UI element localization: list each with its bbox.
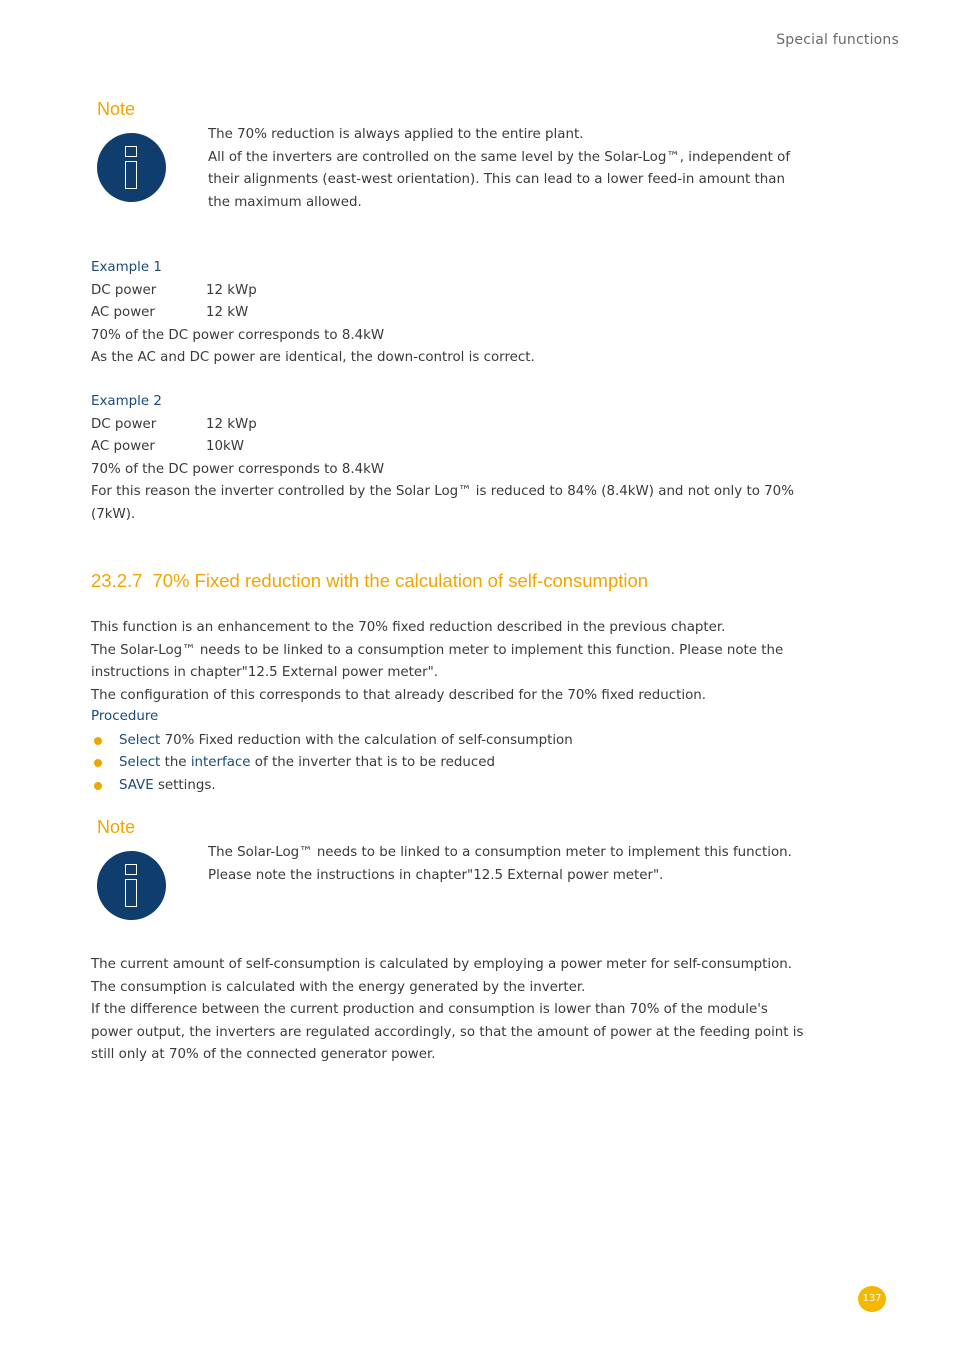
note-title: Note: [97, 817, 136, 837]
note-text: The Solar-Log™ needs to be linked to a consumption meter to implement this function. Please note the instructions in chapter"12.5 External power meter".: [208, 845, 792, 883]
section-heading: 23.2.7 70% Fixed reduction with the calculation of self-consumption: [91, 570, 649, 591]
intro-paragraph: This function is an enhancement to the 70% fixed reduction described in the previous chapter. The Solar-Log™ needs to be linked to a consumption meter to implement this function. Please note the instructions in chapter"12.5 External power meter". The configuration of this corresponds to that already described for the 70% fixed reduction.: [91, 620, 784, 703]
note-title: Note: [97, 99, 136, 119]
note-text: The 70% reduction is always applied to the entire plant. All of the inverters are controlled on the same level by the Solar-Log™, independent of their alignments (east-west orientation). This can lead to a lower feed-in amount than the maximum allowed.: [208, 127, 791, 210]
spec-row: AC power 12 kW: [91, 305, 249, 320]
spec-row: DC power 12 kWp: [91, 282, 257, 298]
procedure-heading: Procedure: [91, 709, 159, 724]
example-2: Example 2 DC power 12 kWp AC power 10kW 70% of the DC power corresponds to 8.4kW For this reason the inverter controlled by the Solar Log™ is reduced to 84% (8.4kW) and not only to 70% (7kW).: [91, 391, 821, 526]
bullet-icon: [94, 782, 102, 790]
running-header: Special functions: [776, 32, 899, 48]
example-1: Example 1 DC power 12 kWp AC power 12 kW 70% of the DC power corresponds to 8.4kW As the AC and DC power are identical, the down-control is correct.: [91, 257, 821, 370]
closing-paragraph: The current amount of self-consumption is calculated by employing a power meter for self-consumption. The consumption is calculated with the energy generated by the inverter. If the difference between the current production and consumption is lower than 70% of the module's power output, the inverters are regulated accordingly, so that the amount of power at the feeding point is still only at 70% of the connected generator power.: [91, 957, 804, 1062]
procedure-steps: [91, 730, 573, 797]
spec-row: AC power 10kW: [91, 439, 245, 454]
page-number: 137: [858, 1286, 886, 1312]
example-heading: Example 2: [91, 394, 162, 409]
list-item: SAVE settings.: [91, 775, 573, 797]
info-icon: [97, 851, 166, 920]
list-item: Select 70% Fixed reduction with the calculation of self-consumption: [91, 730, 573, 752]
list-item: Select the interface of the inverter that is to be reduced: [91, 752, 573, 774]
spec-row: DC power 12 kWp: [91, 416, 257, 432]
bullet-icon: [94, 737, 102, 745]
bullet-icon: [94, 759, 102, 767]
example-heading: Example 1: [91, 260, 162, 275]
info-icon: [97, 133, 166, 202]
